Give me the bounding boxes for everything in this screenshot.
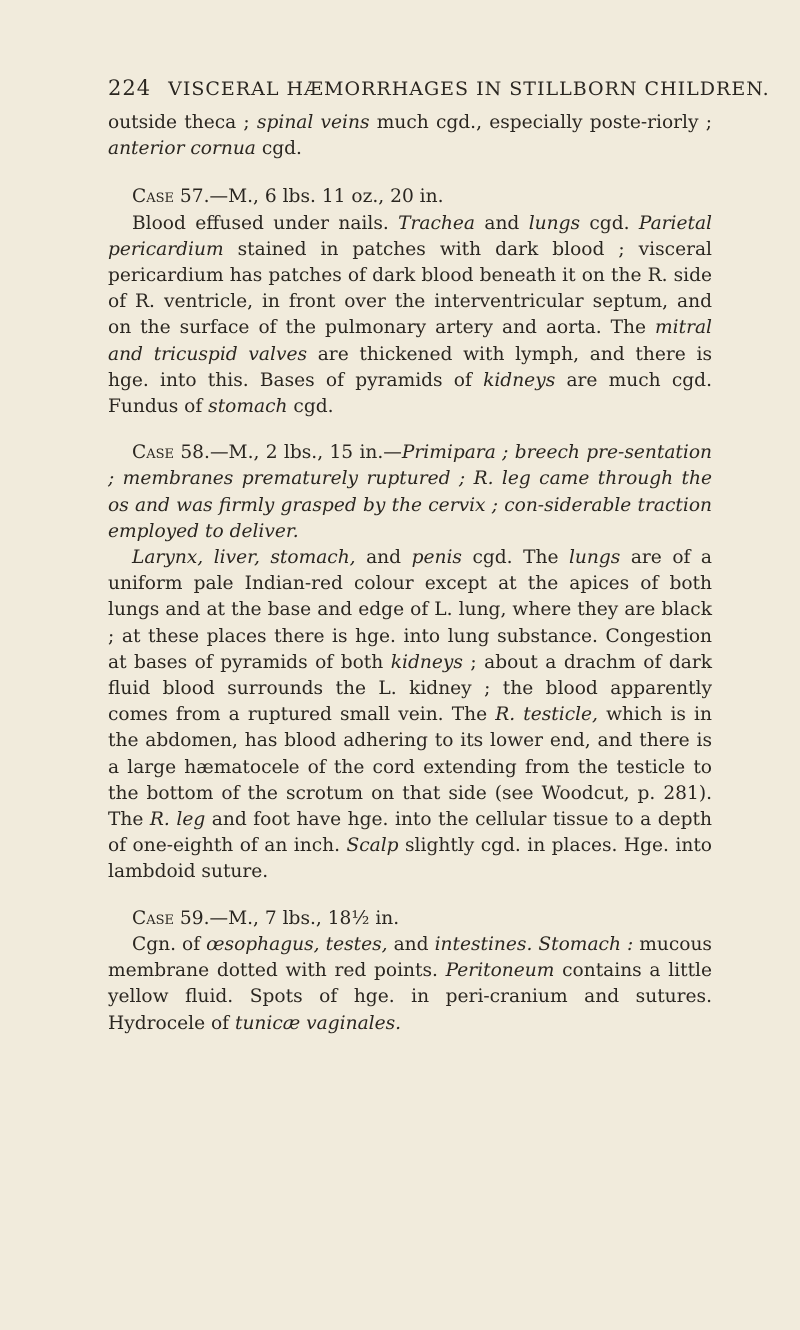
italic-term: R. leg — [149, 809, 206, 831]
text-run: cgd. — [255, 138, 302, 160]
text-run: are of a uniform pale Indian-red colour except at the apices of both lungs and at the base and edge of L. lung, where they are black ; at these places there is hge. into lung substance. Congestion at bases of pyramids of both — [108, 547, 712, 673]
italic-term: penis — [411, 547, 462, 569]
text-run: and foot have hge. into the cellular tissue to a depth of one-eighth of an inch. — [108, 809, 712, 857]
italic-term: œsophagus, testes, — [206, 933, 388, 955]
running-title: VISCERAL HÆMORRHAGES IN STILLBORN CHILDREN. — [168, 78, 770, 100]
text-run: ; about a drachm of dark fluid blood surrounds the L. kidney ; the blood apparently comes from a ruptured small vein. The — [108, 651, 713, 726]
italic-term: Parietal pericardium — [108, 212, 712, 260]
text-run: mucous membrane dotted with red points. — [108, 933, 712, 982]
text-run: are thickened with lymph, and there is hge. into this. Bases of pyramids of — [108, 343, 712, 391]
case-59-heading — [108, 906, 712, 932]
italic-term: Stomach : — [538, 933, 634, 955]
text-run: contains a little yellow fluid. Spots of hge. in peri-cranium and sutures. Hydrocele of — [108, 960, 712, 1034]
case-58-heading — [108, 440, 712, 545]
case-details: —M., 2 lbs., 15 in.— — [209, 442, 402, 464]
italic-term: tunicæ vaginales. — [234, 1012, 402, 1034]
page-number: 224 — [108, 76, 152, 100]
italic-term: Peritoneum — [445, 960, 555, 982]
text-run: much cgd., especially poste-riorly ; — [369, 112, 712, 133]
text-run: Cgn. of — [132, 933, 207, 955]
text-run: and — [475, 212, 529, 234]
text-run: slightly cgd. in places. Hge. into lambdoid suture. — [108, 835, 712, 883]
book-page — [108, 76, 770, 1037]
italic-term: Trachea — [398, 212, 475, 234]
italic-term: intestines. — [434, 933, 533, 955]
italic-term: stomach — [208, 396, 288, 418]
running-header — [108, 76, 770, 110]
italic-term: mitral and tricuspid valves — [108, 317, 712, 365]
italic-term: lungs — [528, 212, 581, 234]
italic-term: anterior cornua — [108, 138, 256, 160]
italic-term: lungs — [568, 547, 621, 569]
case-label: Case 57. — [132, 186, 210, 208]
case-57-body — [108, 211, 712, 421]
italic-term: kidneys — [390, 651, 463, 673]
text-run: cgd. The — [461, 547, 569, 569]
text-run: and — [387, 933, 435, 955]
italic-term: kidneys — [483, 369, 556, 391]
italic-term: spinal veins — [256, 112, 370, 133]
text-run: Blood effused under nails. — [132, 212, 399, 234]
case-57-heading — [108, 184, 712, 210]
text-run: stained in patches with dark blood ; visceral pericardium has patches of dark blood beneath it on the R. side of R. ventricle, in front over the interventricular septum, and on the surface of the pulmonary artery and aorta. The — [108, 238, 712, 339]
case-details: —M., 7 lbs., 18½ in. — [209, 907, 400, 929]
case-label: Case 58. — [132, 442, 210, 464]
case-58-body — [108, 545, 712, 886]
text-run: outside theca ; — [108, 112, 257, 133]
text-run: and — [355, 547, 412, 569]
case-59-body — [108, 932, 712, 1037]
text-run: which is in the abdomen, has blood adhering to its lower end, and there is a large hæmatocele of the cord extending from the testicle to the bottom of the scrotum on that side (see Woodcut, p. 281). The — [108, 704, 712, 831]
italic-term: Larynx, liver, stomach, — [132, 547, 356, 569]
text-run: are much cgd. Fundus of — [108, 369, 712, 418]
text-run: cgd. — [287, 396, 334, 418]
case-history: Primipara ; breech pre-sentation ; membranes prematurely ruptured ; R. leg came through the os and was firmly grasped by the cervix ; con-siderable traction employed to deliver. — [108, 442, 712, 542]
case-label: Case 59. — [132, 907, 210, 929]
italic-term: R. testicle, — [495, 704, 598, 726]
italic-term: Scalp — [346, 835, 399, 857]
text-run: cgd. — [580, 212, 639, 234]
intro-paragraph — [108, 110, 712, 162]
case-details: —M., 6 lbs. 11 oz., 20 in. — [209, 186, 444, 208]
